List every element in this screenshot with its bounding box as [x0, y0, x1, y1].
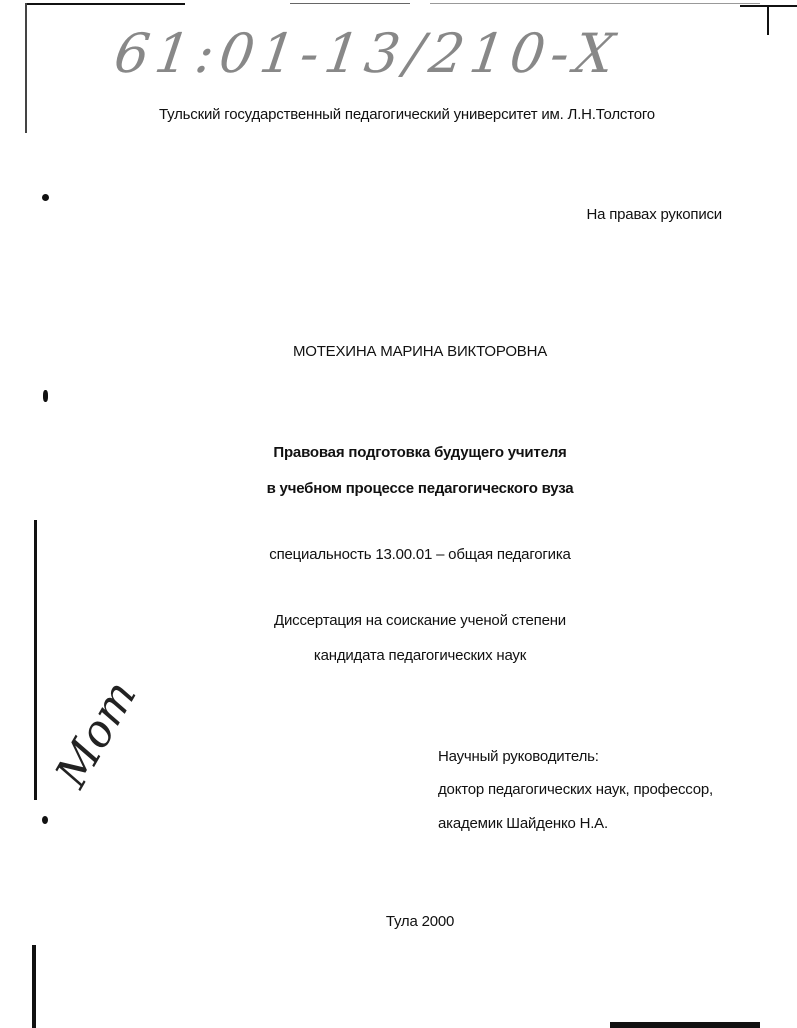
supervisor-degree: доктор педагогических наук, профессор,: [438, 781, 713, 798]
scan-border-bottom: [610, 1022, 760, 1028]
scan-border-top: [25, 3, 185, 5]
specialty: специальность 13.00.01 – общая педагогика: [269, 546, 571, 563]
supervisor-label: Научный руководитель:: [438, 748, 599, 765]
degree-line-2: кандидата педагогических наук: [313, 647, 527, 664]
archive-code-handwritten: 61:01-13/210-Х: [110, 22, 624, 85]
thesis-title-line-1: Правовая подготовка будущего учителя: [273, 444, 567, 461]
punch-hole-mark: [43, 390, 48, 402]
punch-hole-mark: [42, 816, 48, 824]
manuscript-rights: На правах рукописи: [586, 206, 722, 223]
university-name: Тульский государственный педагогический университет им. Л.Н.Толстого: [159, 106, 655, 123]
author-name: МОТЕХИНА МАРИНА ВИКТОРОВНА: [292, 343, 548, 360]
scan-border-top: [290, 3, 410, 4]
city-year: Тула 2000: [385, 913, 455, 930]
scan-border-right: [767, 5, 769, 35]
punch-hole-mark: [42, 194, 49, 201]
thesis-title-line-2: в учебном процессе педагогического вуза: [266, 480, 574, 497]
supervisor-name: академик Шайденко Н.А.: [438, 815, 608, 832]
signature: Мот: [45, 672, 147, 796]
degree-line-1: Диссертация на соискание ученой степени: [274, 612, 566, 629]
scan-border-left: [32, 945, 36, 1028]
scan-border-top: [430, 3, 760, 4]
